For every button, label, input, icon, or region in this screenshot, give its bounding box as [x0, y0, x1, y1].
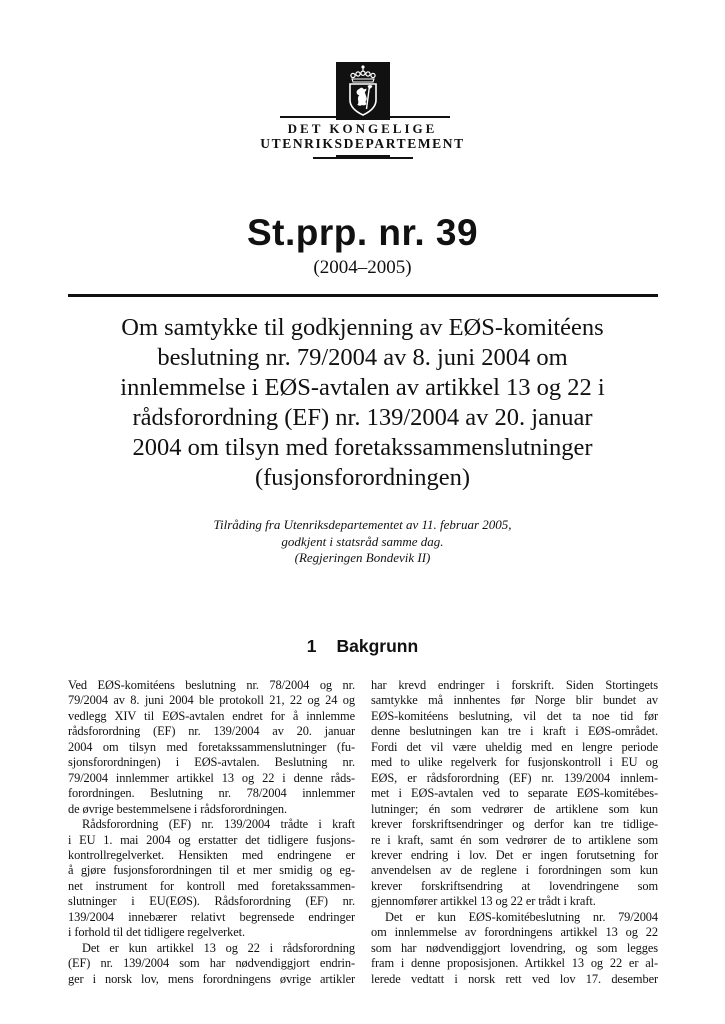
session-years: (2004–2005): [313, 257, 412, 278]
paragraph: [68, 678, 355, 817]
text-line: krever forskriftsendringer og derfor kan tre tidlige-: [371, 817, 658, 832]
section-title: Bakgrunn: [336, 636, 419, 656]
text-line: denne beslutningen kan tre i kraft i EØS-området.: [371, 724, 658, 739]
text-line: net instrument for kontroll med foretakssammen-: [68, 878, 355, 893]
text-line: 79/2004 av 8. juni 2004 ble protokoll 21, 22 og 24 og: [68, 693, 355, 708]
ministry-name-line2: UTENRIKSDEPARTEMENT: [260, 136, 465, 151]
text-line: (EF) nr. 139/2004 som har nødvendiggjort endrin-: [68, 956, 355, 971]
paragraph: [68, 941, 355, 987]
text-line: lerede vedtatt i norsk rett ved lov 17. desember: [371, 971, 658, 986]
section-heading: [0, 636, 725, 657]
text-line: (fusjonsforordningen): [254, 464, 470, 491]
document-number-title: St.prp. nr. 39: [246, 212, 479, 253]
text-line: EØS-komitéens beslutning, vil det ta noe tid før: [371, 708, 658, 723]
ministry-name-line1: DET KONGELIGE: [287, 121, 438, 136]
text-line: rådsforordning (EF) nr. 139/2004 av 20. januar: [132, 404, 593, 431]
text-line: Om samtykke til godkjenning av EØS-komitéens: [121, 314, 604, 341]
text-line: Tilråding fra Utenriksdepartementet av 11. februar 2005,: [213, 517, 512, 532]
text-line: re i kraft, samt én som vedrører de to artiklene som: [371, 832, 658, 847]
text-line: har krevd endringer i forskrift. Siden Stortingets: [371, 678, 658, 692]
text-line: Fordi det vil være uheldig med en lengre periode: [371, 739, 658, 754]
text-line: krever endring i lov. Det er ingen forutsetning for: [371, 847, 658, 862]
text-line: å gjøre fusjonsforordningen til et mer smidig og eg-: [68, 863, 355, 878]
header-rule-bottom-accent: [336, 155, 390, 159]
text-line: (Regjeringen Bondevik II): [294, 550, 431, 565]
text-line: slutninger i EU(EØS). Rådsforordning (EF) nr.: [68, 894, 355, 909]
text-line: 2004 om tilsyn med foretakssammenslutninger (fu-: [68, 739, 355, 754]
text-line: Det er kun EØS-komitébeslutning nr. 79/2004: [385, 909, 658, 924]
paragraph: [371, 678, 658, 910]
text-line: lutninger; én som vedrører de artiklene som kun: [371, 801, 658, 816]
body-column-right: [371, 678, 658, 987]
text-line: kontrollregelverket. Hensikten med endringene er: [68, 847, 355, 862]
text-line: anvendelsen av de reglene i forordningen som kun: [371, 863, 658, 878]
text-line: Rådsforordning (EF) nr. 139/2004 trådte i kraft: [82, 817, 355, 832]
text-line: gjennomfører artikkel 13 og 22 er trådt i kraft.: [371, 894, 596, 909]
text-line: samtykke må innhentes før Norge blir bundet av: [371, 693, 658, 708]
text-line: 79/2004 innlemmer artikkel 13 og 22 i denne råds-: [68, 770, 355, 785]
text-line: i EU 1. mai 2004 og erstatter det tidligere fusjons-: [68, 832, 355, 847]
text-line: Det er kun artikkel 13 og 22 i rådsforordning: [82, 940, 355, 955]
text-line: som har nødvendiggjort lovendring, og som legges: [371, 940, 658, 955]
text-line: i forhold til det tidligere regelverket.: [68, 925, 245, 940]
paragraph: [68, 817, 355, 941]
text-line: beslutning nr. 79/2004 av 8. juni 2004 om: [157, 344, 568, 371]
text-line: forordningen. Beslutning nr. 78/2004 innlemmer: [68, 786, 355, 801]
text-line: Ved EØS-komitéens beslutning nr. 78/2004 og nr.: [68, 678, 355, 692]
text-line: 139/2004 innebærer relativt begrensede endringer: [68, 909, 355, 924]
text-line: rådsforordning (EF) nr. 139/2004 av 20. januar: [68, 724, 355, 739]
text-line: innlemmelse i EØS-avtalen av artikkel 13 og 22 i: [120, 374, 605, 401]
text-line: de øvrige bestemmelsene i rådsforordningen.: [68, 801, 288, 816]
body-column-left: [68, 678, 355, 987]
proposition-title: [62, 313, 663, 493]
recommendation-block: [0, 517, 725, 567]
text-line: krever forskriftsendring at lovendringene som: [371, 878, 658, 893]
text-line: EØS, er rådsforordning (EF) nr. 139/2004 innlem-: [371, 770, 658, 785]
text-line: med to ulike regelverk for fusjonskontroll i EU og: [371, 755, 658, 770]
title-divider-rule: [68, 294, 658, 297]
text-line: vedlegg XIV til EØS-avtalen endret for å innlemme: [68, 708, 355, 723]
text-line: om innlemmelse av forordningens artikkel 13 og 22: [371, 925, 658, 940]
text-line: fram i denne proposisjonen. Artikkel 13 og 22 er al-: [371, 956, 658, 971]
paragraph: [371, 910, 658, 987]
text-line: ger i norsk lov, mens forordningens øvrige artikler: [68, 971, 355, 986]
norwegian-coat-of-arms-logo: [336, 62, 390, 120]
body-columns: [68, 678, 658, 987]
text-line: godkjent i statsråd samme dag.: [281, 533, 444, 549]
section-number: 1: [306, 636, 317, 656]
text-line: sjonsforordningen) i EØS-avtalen. Beslutning nr.: [68, 755, 355, 770]
coat-of-arms-icon: [336, 62, 390, 120]
text-line: 2004 om tilsyn med foretakssammenslutninger: [132, 434, 593, 461]
text-line: met i EØS-avtalen ved to separate EØS-komitébes-: [371, 786, 658, 801]
